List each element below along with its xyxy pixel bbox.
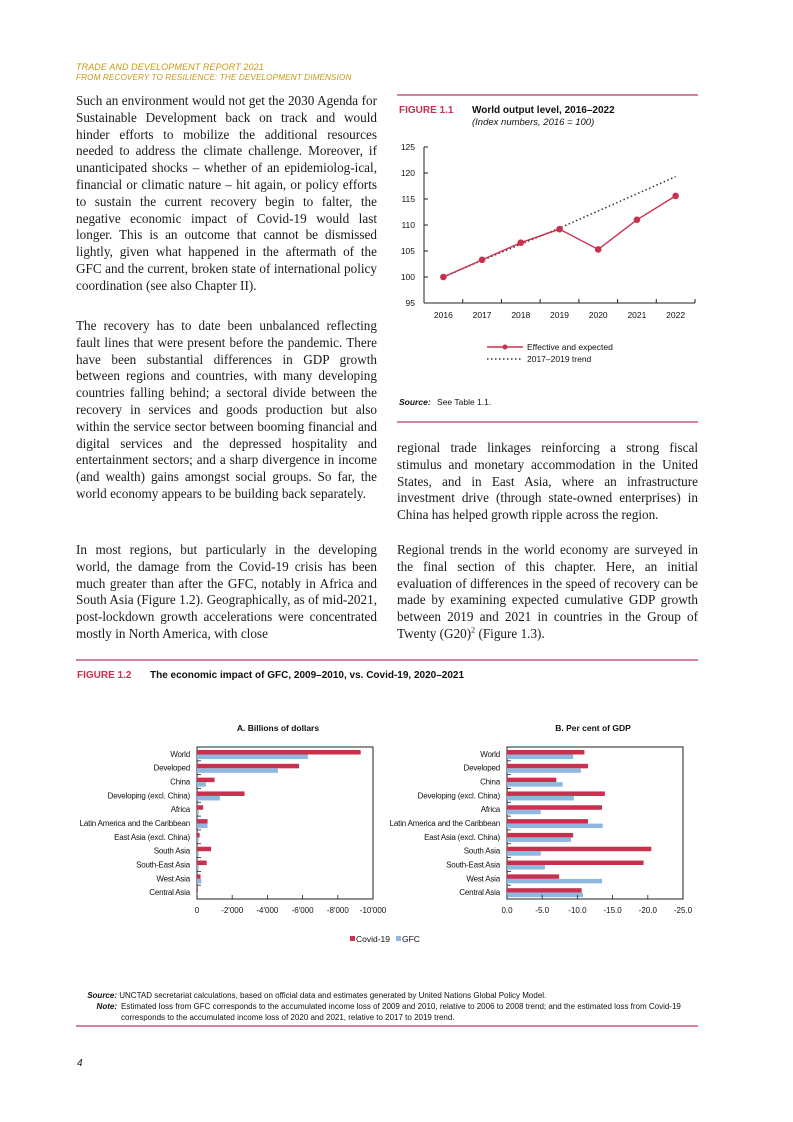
bar-covid	[197, 847, 211, 852]
legend-label: GFC	[402, 934, 420, 944]
data-point-marker	[517, 239, 524, 246]
bar-covid	[507, 764, 588, 769]
figure-1-1-source	[399, 397, 491, 407]
data-point-marker	[479, 257, 486, 264]
category-label: Latin America and the Caribbean	[79, 819, 190, 828]
bar-covid	[197, 819, 208, 824]
bar-gfc	[507, 865, 545, 870]
category-label: World	[170, 749, 190, 759]
bar-gfc	[197, 837, 199, 842]
note-label: Note:	[96, 1002, 117, 1011]
bar-covid	[197, 833, 200, 838]
x-tick-label: -15.0	[603, 906, 622, 915]
x-tick-label: 2020	[588, 310, 608, 320]
bar-gfc	[507, 879, 602, 884]
category-label: Africa	[480, 805, 500, 815]
footnote-ref[interactable]: 2	[471, 625, 476, 635]
figure-1-2-note	[77, 1001, 707, 1023]
source-text: UNCTAD secretariat calculations, based on official data and estimates generated by United Nations Global Policy Model.	[119, 991, 547, 1000]
category-label: East Asia (excl. China)	[424, 832, 500, 842]
bar-covid	[197, 805, 203, 810]
bar-covid	[507, 861, 644, 866]
figure-1-2-title: The economic impact of GFC, 2009–2010, vs. Covid-19, 2020–2021	[150, 670, 465, 681]
legend-label: Covid-19	[356, 934, 391, 944]
page-number: 4	[77, 1058, 83, 1069]
panel-b-percent-gdp	[390, 723, 693, 915]
bar-covid	[507, 847, 651, 852]
x-tick-label: -8'000	[326, 906, 349, 915]
category-label: West Asia	[466, 874, 500, 884]
bar-covid	[197, 778, 215, 783]
source-text: See Table 1.1.	[437, 397, 492, 407]
panel-title: B. Per cent of GDP	[555, 723, 631, 733]
body-paragraph-4: regional trade linkages reinforcing a strong fiscal stimulus and monetary accommodation in the United States, and in East Asia, where an infrastructure investment drive (through state-owned enterprises) in China has helped growth ripple across the region.	[397, 440, 698, 523]
x-tick-label: -25.0	[673, 906, 693, 915]
bar-gfc	[197, 782, 206, 787]
category-label: South Asia	[463, 846, 500, 856]
x-tick-label: 2021	[627, 310, 647, 320]
figure-1-2-bottom-rule	[76, 1025, 698, 1027]
figure-1-2-top-rule	[76, 659, 698, 661]
figure-1-1-chart	[390, 135, 710, 375]
note-text: Estimated loss from GFC corresponds to the accumulated income loss of 2009 and 2010, relative to 2006 to 2008 trend; and the estimated loss from Covid-19 corresponds to the accumulated income loss of 2020 and 2021, relative to 2017 to 2019 trend.	[121, 1002, 681, 1022]
x-tick-label: -10.0	[568, 906, 587, 915]
y-tick-label: 110	[401, 220, 415, 230]
figure-1-2-source	[77, 990, 707, 1001]
bar-gfc	[197, 796, 220, 801]
category-label: World	[480, 749, 500, 759]
running-header-title: TRADE AND DEVELOPMENT REPORT 2021	[76, 62, 264, 72]
bar-covid	[507, 805, 602, 810]
bar-covid	[197, 888, 198, 893]
x-tick-label: 2022	[666, 310, 686, 320]
panel-a-billions	[80, 723, 387, 915]
x-tick-label: -6'000	[291, 906, 314, 915]
bar-covid	[507, 791, 605, 796]
category-label: China	[480, 777, 500, 787]
x-tick-label: 2019	[550, 310, 569, 320]
bar-gfc	[197, 755, 308, 760]
category-label: Africa	[170, 805, 190, 815]
legend-label: Effective and expected	[527, 342, 613, 352]
x-tick-label: -4'000	[256, 906, 279, 915]
running-header-subtitle: FROM RECOVERY TO RESILIENCE: THE DEVELOPMENT DIMENSION	[76, 73, 352, 82]
category-label: East Asia (excl. China)	[114, 832, 190, 842]
figure-1-1-title: World output level, 2016–2022	[472, 105, 615, 116]
bar-covid	[507, 778, 556, 783]
bar-gfc	[507, 837, 571, 842]
bar-gfc	[197, 768, 278, 773]
figure-1-1-bottom-rule	[397, 421, 698, 423]
body-paragraph-1: Such an environment would not get the 2030 Agenda for Sustainable Development back on track and would hinder efforts to mobilize the additional resources needed to address the climate challenge. Moreover, if unanticipated shocks – whether of an epidemiolog-ical, financial or climatic nature – hit again, or policy efforts to sustain the current recovery begin to falter, the negative economic impact of Covid-19 would last longer. This is an outcome that cannot be dismissed lightly, given what happened in the aftermath of the GFC and the current, broken state of international policy coordination (see also Chapter II).	[76, 93, 377, 293]
category-label: Developed	[463, 763, 500, 773]
legend-gfc-swatch-icon	[396, 936, 401, 941]
category-label: West Asia	[156, 874, 190, 884]
category-label: Central Asia	[459, 888, 500, 898]
bar-gfc	[197, 865, 199, 870]
source-label: Source:	[399, 397, 431, 407]
category-label: Developing (excl. China)	[417, 791, 500, 801]
category-label: China	[170, 777, 190, 787]
category-label: South-East Asia	[136, 860, 190, 870]
y-tick-label: 95	[405, 298, 415, 308]
bar-gfc	[507, 755, 573, 760]
figure-1-1-subtitle: (Index numbers, 2016 = 100)	[472, 117, 595, 128]
y-tick-label: 125	[400, 142, 415, 152]
body-paragraph-5	[397, 542, 698, 643]
bar-gfc	[197, 851, 199, 856]
paragraph-tail: (Figure 1.3).	[475, 625, 545, 641]
panel-title: A. Billions of dollars	[236, 723, 320, 733]
category-label: Developed	[153, 763, 190, 773]
category-label: Central Asia	[149, 888, 190, 898]
category-label: Latin America and the Caribbean	[389, 819, 500, 828]
figure-1-2-legend	[350, 934, 420, 944]
x-tick-label: 2016	[433, 310, 453, 320]
figure-1-2-label: FIGURE 1.2	[77, 670, 132, 681]
bar-gfc	[507, 796, 574, 801]
bar-covid	[197, 750, 361, 755]
data-point-marker	[556, 226, 563, 233]
data-point-marker	[440, 274, 447, 281]
effective-line	[443, 196, 675, 277]
bar-gfc	[197, 879, 201, 884]
bar-covid	[197, 764, 299, 769]
x-tick-label: 2017	[472, 310, 492, 320]
data-point-marker	[634, 217, 641, 224]
legend-marker-icon	[503, 345, 508, 350]
bar-gfc	[507, 782, 563, 787]
y-tick-label: 120	[400, 168, 415, 178]
bar-covid	[507, 833, 573, 838]
x-tick-label: -2'000	[221, 906, 244, 915]
bar-gfc	[507, 824, 603, 829]
body-paragraph-3: In most regions, but particularly in the developing world, the damage from the Covid-19 crisis has been much greater than after the GFC, notably in Africa and South Asia (Figure 1.2). Geographically, as of mid-2021, post-lockdown growth accelerations were concentrated mostly in North America, with close	[76, 542, 377, 641]
x-tick-label: 0.0	[501, 906, 513, 915]
bar-gfc	[197, 824, 208, 829]
x-tick-label: 2018	[511, 310, 531, 320]
body-paragraph-2: The recovery has to date been unbalanced reflecting fault lines that were present before the pandemic. There have been substantial differences in GDP growth between regions and countries, with many developing countries falling behind; a sectoral divide between the recovery in services and goods production but also within the service sector between booming financial and digital services and the depressed hospitality and entertainment sectors; and a sharp divergence in income (and wealth) gains amongst social groups. So far, the world economy appears to be building back separately.	[76, 318, 377, 501]
bar-gfc	[507, 851, 541, 856]
bar-covid	[507, 750, 584, 755]
figure-1-2-chart	[60, 715, 720, 955]
y-tick-label: 115	[401, 194, 415, 204]
data-point-marker	[595, 246, 602, 253]
x-tick-label: 0	[194, 906, 200, 915]
data-point-marker	[672, 193, 679, 200]
bar-gfc	[507, 893, 583, 898]
legend-label: 2017–2019 trend	[527, 354, 592, 364]
y-tick-label: 100	[400, 272, 415, 282]
bar-gfc	[507, 810, 541, 815]
category-label: South-East Asia	[446, 860, 500, 870]
bar-covid	[197, 791, 245, 796]
source-label: Source:	[87, 991, 117, 1000]
x-tick-label: -20.0	[638, 906, 657, 915]
bar-covid	[507, 819, 588, 824]
legend-covid-swatch-icon	[350, 936, 355, 941]
bar-covid	[197, 861, 207, 866]
category-label: Developing (excl. China)	[107, 791, 190, 801]
bar-gfc	[197, 810, 199, 815]
y-tick-label: 105	[400, 246, 415, 256]
bar-covid	[507, 888, 582, 893]
category-label: South Asia	[153, 846, 190, 856]
paragraph-text: Regional trends in the world economy are surveyed in the final section of this chapter. Here, an initial evaluation of differences in the speed of recovery can be made by examining expected cumulative GDP growth between 2019 and 2021 in countries in the Group of Twenty (G20)	[397, 542, 698, 641]
bar-covid	[507, 874, 559, 879]
bar-covid	[197, 874, 201, 879]
figure-1-1-top-rule	[397, 94, 698, 96]
bar-gfc	[507, 768, 581, 773]
figure-1-1-label: FIGURE 1.1	[399, 105, 454, 116]
x-tick-label: -5.0	[535, 906, 550, 915]
x-tick-label: -10'000	[359, 906, 387, 915]
